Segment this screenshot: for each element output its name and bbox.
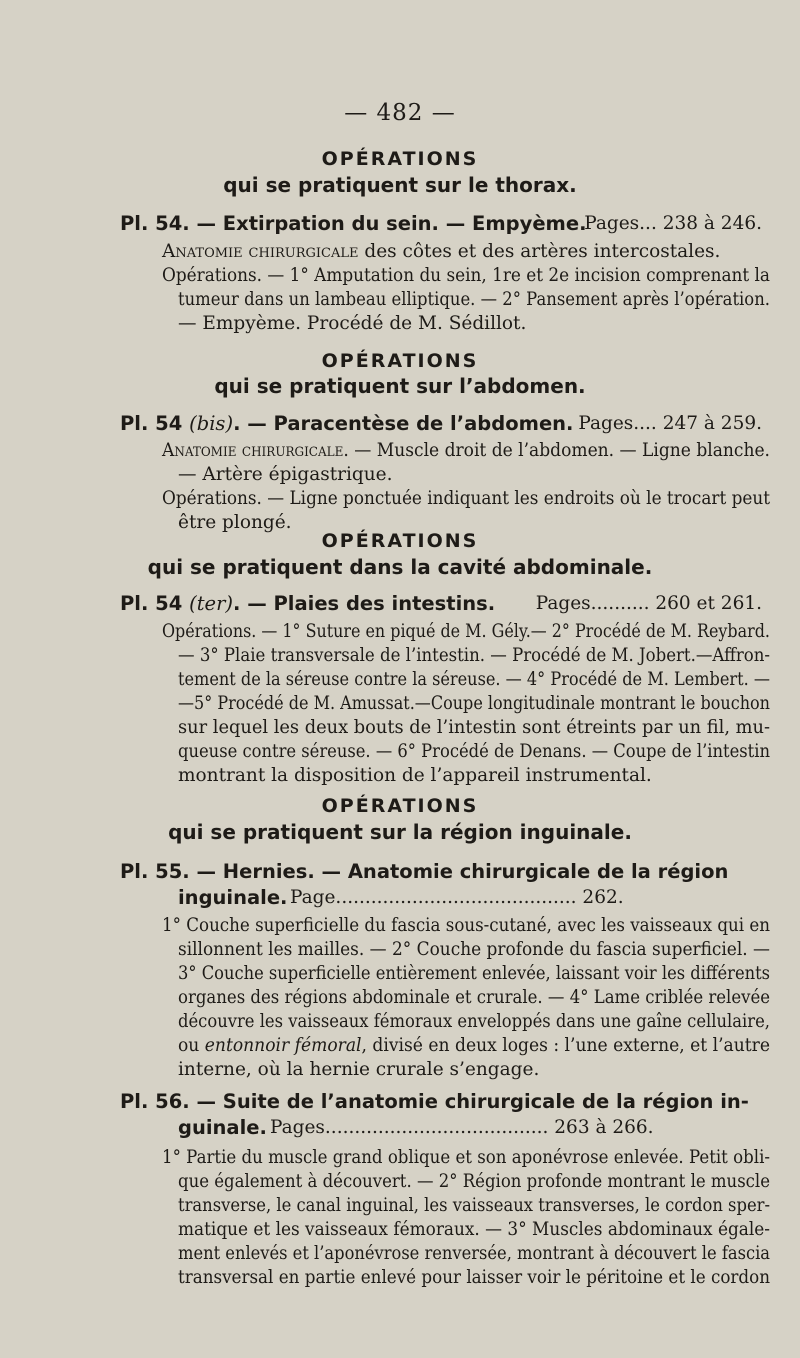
- anatomy-text: — Muscle droit de l’abdomen. — Ligne blanche.: [348, 440, 770, 461]
- plate-56-line-5: ment enlevés et l’aponévrose renversée, montrant à découvert le fascia: [178, 1243, 770, 1264]
- plate-54bis-pages: Pages.... 247 à 259.: [578, 413, 762, 434]
- plate-54ter-line-2: — 3° Plaie transversale de l’intestin. — Procédé de M. Jobert.—Affron-: [178, 645, 770, 666]
- plate-54ter-title: [120, 592, 495, 617]
- anatomy-label: Anatomie chirurgicale.: [162, 440, 349, 461]
- plate-55-line-2: sillonnent les mailles. — 2° Couche profonde du fascia superficiel. —: [178, 939, 770, 960]
- plate-55-line-4: organes des régions abdominale et crurale. — 4° Lame criblée relevée: [178, 987, 770, 1008]
- plate-54ter-line-3: tement de la séreuse contre la séreuse. — 4° Procédé de M. Lembert. —: [178, 669, 770, 690]
- plate-55-pages: Page......................................... 262.: [290, 887, 624, 908]
- plate-54ter-line-6: queuse contre séreuse. — 6° Procédé de Denans. — Coupe de l’intestin: [178, 741, 770, 762]
- plate-54ter-line-5: sur lequel les deux bouts de l’intestin sont étreints par un fil, mu-: [178, 717, 770, 738]
- plate-55-line-5: découvre les vaisseaux fémoraux enveloppés dans une gaîne cellulaire,: [178, 1011, 770, 1032]
- section-subheading-inguinal: qui se pratiquent sur la région inguinale.: [168, 820, 632, 844]
- plate-56-line-2: que également à découvert. — 2° Région profonde montrant le muscle: [178, 1171, 770, 1192]
- plate-56-title-text: Pl. 56. — Suite de l’anatomie chirurgicale de la région in-: [120, 1090, 749, 1113]
- plate-55-italic-term: entonnoir fémoral: [204, 1035, 362, 1056]
- plate-54bis-suffix: (bis): [189, 412, 234, 435]
- page-number: — 482 —: [344, 100, 456, 126]
- section-heading-cavity: OPÉRATIONS: [321, 530, 479, 552]
- plate-54ter-num: Pl. 54: [120, 592, 190, 615]
- plate-55-line-6: [178, 1034, 770, 1058]
- plate-56-line-6: transversal en partie enlevé pour laisser voir le péritoine et le cordon: [178, 1267, 770, 1288]
- plate-54bis-title: [120, 412, 573, 437]
- plate-54bis-ops-line-2: être plongé.: [178, 512, 292, 533]
- plate-54bis-ops-line-1: Opérations. — Ligne ponctuée indiquant les endroits où le trocart peut: [162, 488, 770, 509]
- plate-55-line-1: 1° Couche superficielle du fascia sous-cutané, avec les vaisseaux qui en: [162, 915, 770, 936]
- plate-54-ops-line-2: tumeur dans un lambeau elliptique. — 2° Pansement après l’opération.: [178, 289, 770, 310]
- plate-54-ops-line-3: — Empyème. Procédé de M. Sédillot.: [178, 313, 527, 334]
- plate-54-anatomy: [162, 240, 720, 264]
- plate-56-line-1: 1° Partie du muscle grand oblique et son aponévrose enlevée. Petit obli-: [162, 1147, 770, 1168]
- plate-54-title: [120, 212, 587, 237]
- section-subheading-thorax: qui se pratiquent sur le thorax.: [223, 173, 577, 197]
- plate-56-title-line-1: [120, 1090, 749, 1115]
- plate-54ter-line-7: montrant la disposition de l’appareil instrumental.: [178, 765, 652, 786]
- plate-55-line-3: 3° Couche superficielle entièrement enlevée, laissant voir les différents: [178, 963, 770, 984]
- section-heading-abdomen: OPÉRATIONS: [321, 350, 479, 372]
- plate-56-title-line-2: [178, 1116, 267, 1141]
- plate-54-ops-line-1: Opérations. — 1° Amputation du sein, 1re et 2e incision comprenant la: [162, 265, 770, 286]
- plate-56-line-4: matique et les vaisseaux fémoraux. — 3° Muscles abdominaux égale-: [178, 1219, 770, 1240]
- plate-55-line-6-a: ou: [178, 1035, 205, 1056]
- section-heading-inguinal: OPÉRATIONS: [321, 795, 479, 817]
- plate-55-title-line-1: [120, 860, 728, 885]
- plate-55-title-cont: inguinale.: [178, 886, 288, 909]
- plate-54ter-pages: Pages.......... 260 et 261.: [535, 593, 762, 614]
- plate-55-title-line-2: [178, 886, 287, 911]
- plate-54bis-title-text: . — Paracentèse de l’abdomen.: [233, 412, 574, 435]
- plate-55-line-7: interne, où la hernie crurale s’engage.: [178, 1059, 540, 1080]
- section-subheading-cavity: qui se pratiquent dans la cavité abdominale.: [147, 555, 653, 579]
- plate-54ter-title-text: . — Plaies des intestins.: [233, 592, 496, 615]
- plate-56-title-cont: guinale.: [178, 1116, 267, 1139]
- plate-54ter-line-4: —5° Procédé de M. Amussat.—Coupe longitudinale montrant le bouchon: [178, 693, 770, 714]
- plate-55-line-6-b: , divisé en deux loges : l’une externe, et l’autre: [361, 1035, 770, 1056]
- plate-54-title-text: Pl. 54. — Extirpation du sein. — Empyème.: [120, 212, 587, 235]
- plate-56-line-3: transverse, le canal inguinal, les vaisseaux transverses, le cordon sper-: [178, 1195, 770, 1216]
- plate-55-title-text: Pl. 55. — Hernies. — Anatomie chirurgicale de la région: [120, 860, 729, 883]
- section-heading-thorax: OPÉRATIONS: [321, 148, 479, 170]
- plate-54bis-anatomy: [162, 439, 770, 463]
- plate-54ter-suffix: (ter): [189, 592, 234, 615]
- section-subheading-abdomen: qui se pratiquent sur l’abdomen.: [214, 374, 586, 398]
- plate-54bis-anatomy-line-2: — Artère épigastrique.: [178, 464, 393, 485]
- anatomy-text: des côtes et des artères intercostales.: [358, 241, 721, 262]
- plate-54ter-line-1: Opérations. — 1° Suture en piqué de M. Gély.— 2° Procédé de M. Reybard.: [162, 621, 770, 642]
- plate-56-pages: Pages...................................... 263 à 266.: [270, 1117, 654, 1138]
- anatomy-label: Anatomie chirurgicale: [162, 241, 359, 262]
- plate-54-pages: Pages... 238 à 246.: [584, 213, 762, 234]
- plate-54bis-num: Pl. 54: [120, 412, 190, 435]
